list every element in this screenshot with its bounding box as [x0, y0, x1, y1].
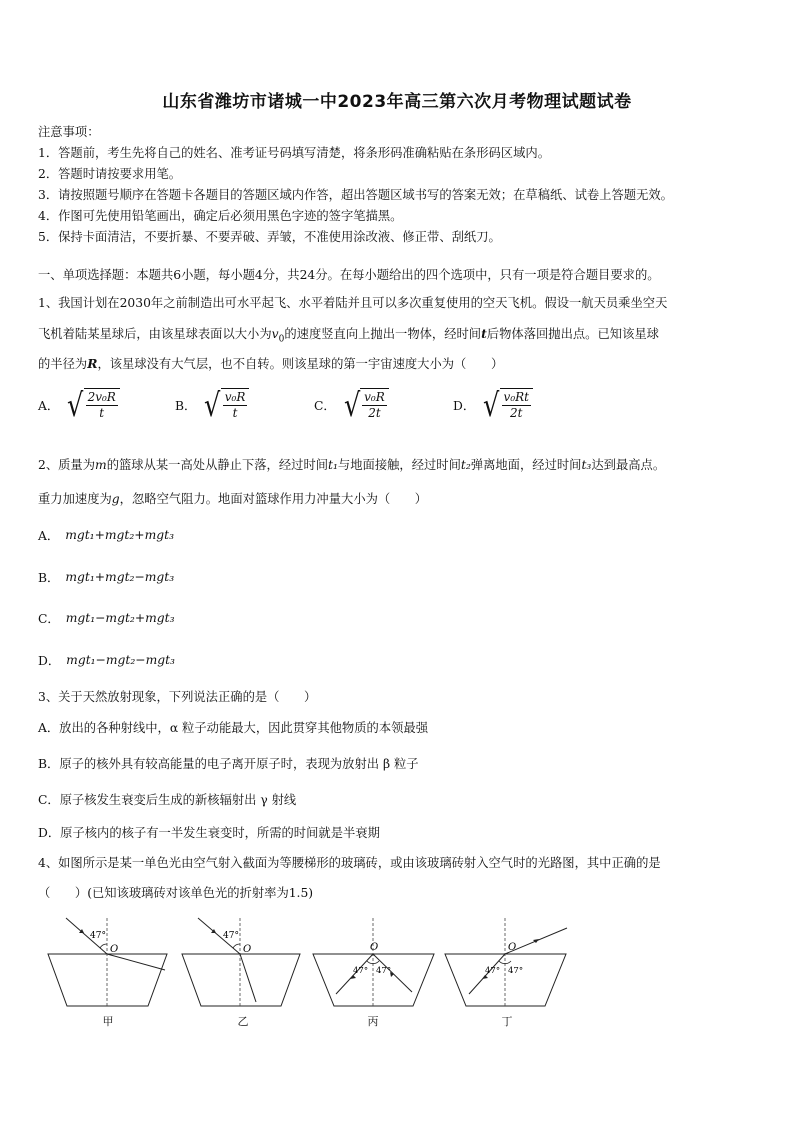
sqrt-expression: √ $\frac{\text{v₀R}}{2t}$	[342, 388, 389, 421]
q1-v-symbol: v	[271, 327, 279, 341]
q1-text: 后物体落回抛出点。已知该星球	[486, 327, 659, 341]
notice-item-4: 4．作图可先使用铅笔画出，确定后必须用黑色字迹的签字笔描黑。	[38, 209, 403, 223]
angle-label: 47°	[90, 931, 106, 941]
notice-heading: 注意事项：	[38, 125, 100, 139]
angle-label: 47°	[353, 966, 369, 976]
figure-jia[interactable]	[40, 912, 175, 1012]
numerator: v₀Rt	[503, 390, 529, 404]
numerator: 2v₀R	[87, 390, 116, 404]
q1-line-2	[38, 324, 659, 344]
figure-bing[interactable]	[310, 912, 445, 1012]
figure-label: 乙	[237, 1015, 249, 1028]
q1-text: 飞机着陆某星球后，由该星球表面以大小为	[38, 327, 272, 341]
figure-label: 甲	[102, 1015, 114, 1028]
q2-text: 的篮球从某一高处从静止下落，经过时间	[106, 458, 329, 472]
figure-ding[interactable]	[442, 912, 577, 1012]
page-title: 山东省潍坊市诸城一中2023年高三第六次月考物理试题试卷	[162, 92, 632, 112]
notice-item-2: 2．答题时请按要求用笔。	[38, 167, 182, 181]
q2-text: 弹离地面，经过时间	[470, 458, 582, 472]
sqrt-expression: √ $\frac{\text{v₀R}}{t}$	[202, 388, 249, 421]
q2-option-d[interactable]	[38, 651, 175, 669]
q3-option-b[interactable]: B．原子的核外具有较高能量的电子离开原子时，表现为放射出 β 粒子	[38, 757, 419, 771]
q1-v-subscript: 0	[278, 334, 285, 345]
option-expression: mgt₁+mgt₂+mgt₃	[65, 528, 175, 542]
notice-item-1: 1．答题前，考生先将自己的姓名、准考证号码填写清楚，将条形码准确粘贴在条形码区域内。	[38, 146, 550, 160]
option-label: A．	[38, 398, 60, 413]
denominator: 2t	[510, 406, 523, 420]
sqrt-expression: √ $\frac{\text{v₀Rt}}{2t}$	[481, 388, 533, 421]
q2-line-1	[38, 455, 665, 473]
q2-text: 与地面接触，经过时间	[337, 458, 461, 472]
q4-line-1: 4、如图所示是某一单色光由空气射入截面为等腰梯形的玻璃砖，或由该玻璃砖射入空气时的光路图，其中正确的是	[38, 856, 661, 870]
q3-option-a[interactable]: A．放出的各种射线中，α 粒子动能最大，因此贯穿其他物质的本领最强	[38, 721, 429, 735]
q2-text: ，忽略空气阻力。地面对篮球作用力冲量大小为（ ）	[119, 492, 428, 506]
option-label: B．	[175, 398, 197, 413]
denominator: 2t	[368, 406, 381, 420]
q2-t2-symbol: t₂	[460, 458, 471, 472]
figure-yi[interactable]	[178, 912, 313, 1012]
q1-line-3	[38, 354, 503, 372]
q1-option-b[interactable]	[175, 385, 249, 424]
point-label: O	[110, 944, 119, 955]
notice-item-3: 3．请按照题号顺序在答题卡各题目的答题区域内作答，超出答题区域书写的答案无效；在草稿纸、试卷上答题无效。	[38, 188, 673, 202]
numerator: v₀R	[364, 390, 385, 404]
denominator: t	[99, 406, 105, 420]
q3-option-c[interactable]: C．原子核发生衰变后生成的新核辐射出 γ 射线	[38, 793, 297, 807]
angle-label: 47°	[376, 966, 392, 976]
q2-t1-symbol: t₁	[328, 458, 338, 472]
q3-stem: 3、关于天然放射现象，下列说法正确的是（ ）	[38, 690, 317, 704]
point-label: O	[243, 944, 252, 955]
option-label: C．	[314, 398, 336, 413]
denominator: t	[232, 406, 238, 420]
option-label: B．	[38, 571, 60, 585]
section-heading: 一、单项选择题：本题共6小题，每小题4分，共24分。在每小题给出的四个选项中，只有一项是符合题目要求的。	[38, 268, 660, 282]
q2-m-symbol: m	[95, 458, 107, 472]
q2-text: 达到最高点。	[591, 458, 666, 472]
angle-label: 47°	[508, 966, 524, 976]
angle-label: 47°	[223, 931, 239, 941]
q2-option-c[interactable]	[38, 609, 175, 627]
q4-line-2: （ ）(已知该玻璃砖对该单色光的折射率为1.5)	[38, 886, 314, 900]
q3-option-d[interactable]: D．原子核内的核子有一半发生衰变时，所需的时间就是半衰期	[38, 826, 380, 840]
point-label: O	[508, 942, 517, 953]
q2-line-2	[38, 489, 427, 507]
q2-text: 重力加速度为	[38, 492, 112, 506]
figure-label: 丁	[501, 1015, 513, 1028]
q1-line-1: 1、我国计划在2030年之前制造出可水平起飞、水平着陆并且可以多次重复使用的空天飞机。假设一航天员乘坐空天	[38, 296, 668, 310]
q1-t-symbol: t	[481, 326, 487, 341]
q1-text: 的半径为	[38, 357, 88, 371]
q1-text: ，该星球没有大气层，也不自转。则该星球的第一宇宙速度大小为（ ）	[97, 357, 504, 371]
figure-label: 丙	[367, 1015, 379, 1028]
q2-g-symbol: g	[111, 492, 120, 506]
q2-option-b[interactable]	[38, 568, 174, 586]
option-expression: mgt₁+mgt₂−mgt₃	[65, 570, 175, 584]
q1-r-symbol: R	[87, 356, 98, 371]
q1-option-c[interactable]	[314, 385, 389, 424]
point-label: O	[370, 942, 379, 953]
option-label: D．	[453, 398, 476, 413]
q1-option-d[interactable]	[453, 385, 533, 424]
q1-option-a[interactable]	[38, 385, 120, 424]
notice-item-5: 5．保持卡面清洁，不要折暴、不要弄破、弄皱，不准使用涂改液、修正带、刮纸刀。	[38, 230, 501, 244]
option-label: C．	[38, 612, 60, 626]
q1-text: 的速度竖直向上抛出一物体，经时间	[284, 327, 482, 341]
q2-option-a[interactable]	[38, 526, 174, 544]
option-label: D．	[38, 654, 61, 668]
numerator: v₀R	[224, 390, 246, 404]
option-label: A．	[38, 529, 60, 543]
option-expression: mgt₁−mgt₂+mgt₃	[65, 611, 175, 625]
q4-figures	[40, 912, 760, 1037]
q2-t3-symbol: t₃	[581, 458, 592, 472]
option-expression: mgt₁−mgt₂−mgt₃	[66, 653, 175, 667]
q2-text: 2、质量为	[38, 458, 96, 472]
angle-label: 47°	[485, 966, 501, 976]
sqrt-expression: √ $\frac{\text{2v₀R}}{t}$	[65, 388, 120, 421]
